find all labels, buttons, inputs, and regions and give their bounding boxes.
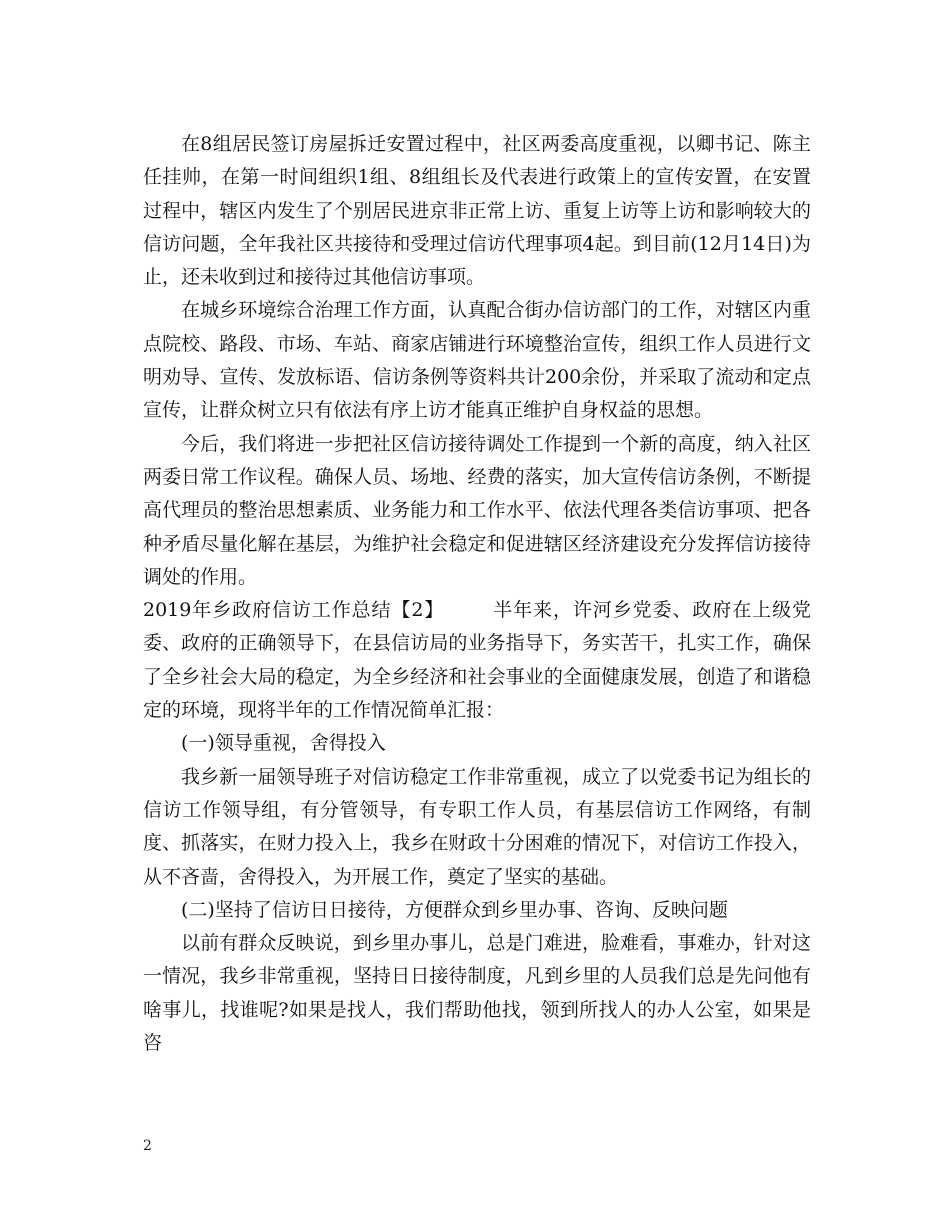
body-paragraph: 以前有群众反映说，到乡里办事儿，总是门难进，脸难看，事难办，针对这一情况，我乡非常重视，坚持日日接待制度，凡到乡里的人员我们总是先问他有啥事儿，找谁呢?如果是找人，我们帮助他找，领到所找人的办人公室，如果是咨 xyxy=(143,932,811,1055)
body-paragraph: 在8组居民签订房屋拆迁安置过程中，社区两委高度重视，以卿书记、陈主任挂帅，在第一时间组织1组、8组组长及代表进行政策上的宣传安置，在安置过程中，辖区内发生了个别居民进京非正常上访、重复上访等上访和影响较大的信访问题，全年我社区共接待和受理过信访代理事项4起。到目前(12月14日)为止，还未收到过和接待过其他信访事项。 xyxy=(143,133,811,289)
body-paragraph: 今后，我们将进一步把社区信访接待调处工作提到一个新的高度，纳入社区两委日常工作议程。确保人员、场地、经费的落实，加大宣传信访条例，不断提高代理员的整治思想素质、业务能力和工作水平、依法代理各类信访事项、把各种矛盾尽量化解在基层，为维护社会稳定和促进辖区经济建设充分发挥信访接待调处的作用。 xyxy=(143,432,811,588)
body-paragraph: 我乡新一届领导班子对信访稳定工作非常重视，成立了以党委书记为组长的信访工作领导组，有分管领导，有专职工作人员，有基层信访工作网络，有制度、抓落实，在财力投入上，我乡在财政十分困难的情况下，对信访工作投入，从不吝啬，舍得投入，为开展工作，奠定了坚实的基础。 xyxy=(143,765,811,888)
subheading: (二)坚持了信访日日接待，方便群众到乡里办事、咨询、反映问题 xyxy=(181,898,728,921)
section-intro: 半年来，许河乡党委、政府在上级党委、政府的正确领导下，在县信访局的业务指导下，务实苦干，扎实工作，确保了全乡社会大局的稳定，为全乡经济和社会事业的全面健康发展，创造了和谐稳定的环境，现将半年的工作情况简单汇报： xyxy=(143,599,811,722)
section-paragraph xyxy=(143,594,811,727)
section-heading: 2019年乡政府信访工作总结【2】 xyxy=(143,599,445,622)
subheading: (一)领导重视，舍得投入 xyxy=(181,732,386,755)
page-number: 2 xyxy=(143,1138,152,1154)
body-paragraph: 在城乡环境综合治理工作方面，认真配合街办信访部门的工作，对辖区内重点院校、路段、市场、车站、商家店铺进行环境整治宣传，组织工作人员进行文明劝导、宣传、发放标语、信访条例等资料共计200余份，并采取了流动和定点宣传，让群众树立只有依法有序上访才能真正维护自身权益的思想。 xyxy=(143,299,811,422)
document-body xyxy=(143,128,811,1060)
